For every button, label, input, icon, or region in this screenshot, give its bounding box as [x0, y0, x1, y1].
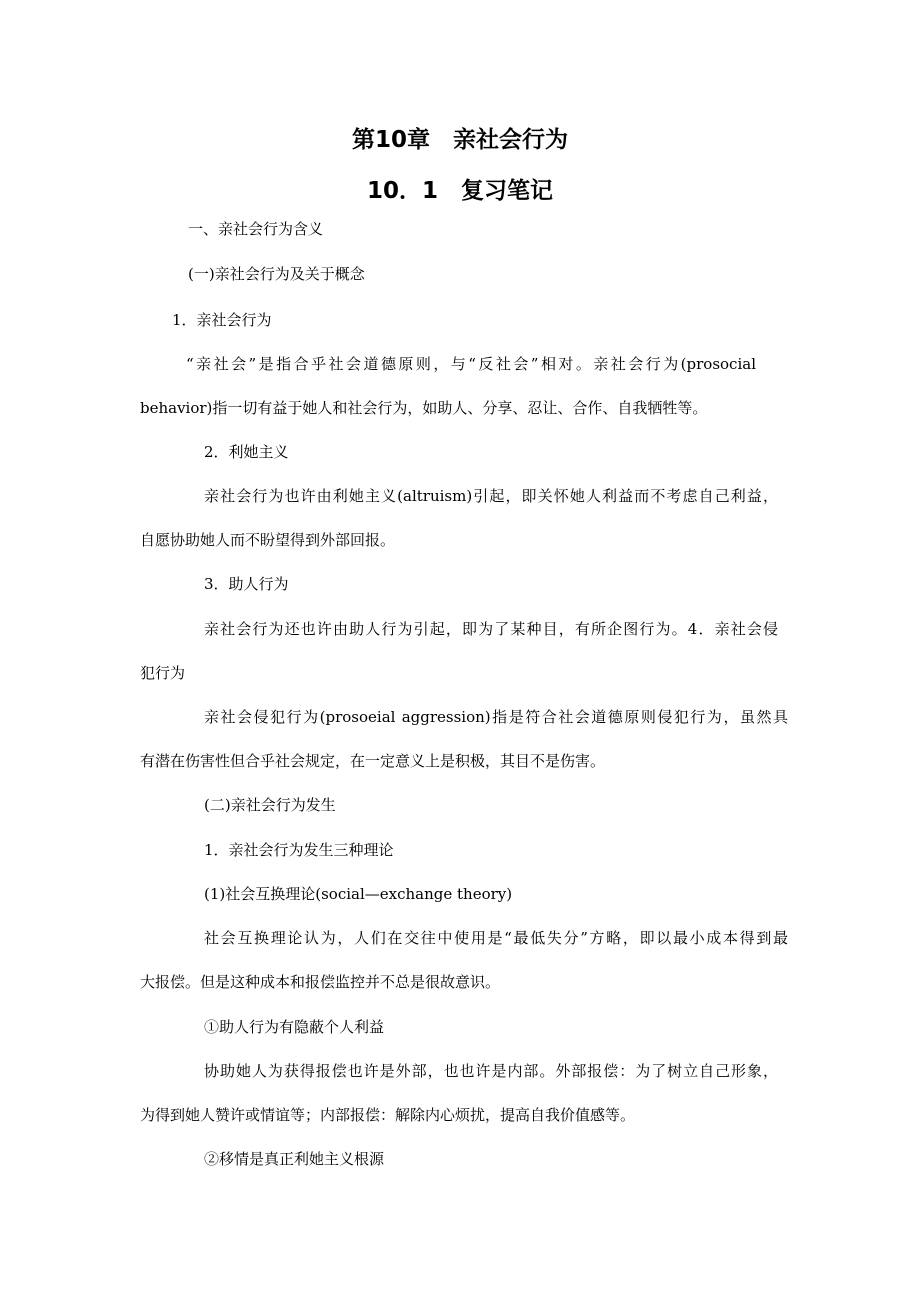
chapter-title: 第10章 亲社会行为: [351, 127, 568, 153]
paragraph-line: “亲社会”是指合乎社会道德原则，与“反社会”相对。亲社会行为(prosocial: [186, 355, 756, 373]
subheading-line: (二)亲社会行为发生: [204, 796, 336, 814]
paragraph-line: 自愿协助她人而不盼望得到外部回报。: [140, 531, 396, 549]
heading-line: 一、亲社会行为含义: [188, 220, 324, 238]
paragraph-line: 犯行为: [140, 664, 186, 682]
paragraph-line: 协助她人为获得报偿也许是外部，也也许是内部。外部报偿：为了树立自己形象，: [204, 1062, 778, 1080]
item-heading-line: 1．亲社会行为: [172, 311, 272, 329]
item-heading-line: (1)社会互换理论(social—exchange theory): [204, 885, 513, 903]
item-heading-line: ①助人行为有隐蔽个人利益: [204, 1018, 385, 1036]
item-heading-line: 3．助人行为: [204, 575, 289, 593]
item-heading-line: 2．利她主义: [204, 443, 289, 461]
item-heading-line: 1．亲社会行为发生三种理论: [204, 841, 394, 859]
paragraph-line: 亲社会行为还也许由助人行为引起，即为了某种目，有所企图行为。4．亲社会侵: [204, 620, 778, 638]
paragraph-line: 社会互换理论认为，人们在交往中使用是“最低失分”方略，即以最小成本得到最: [204, 929, 788, 947]
subheading-line: (一)亲社会行为及关于概念: [188, 265, 365, 283]
paragraph-line: 大报偿。但是这种成本和报偿监控并不总是很故意识。: [140, 973, 501, 991]
item-heading-line: ②移情是真正利她主义根源: [204, 1150, 385, 1168]
paragraph-line: 有潜在伤害性但合乎社会规定，在一定意义上是积极，其目不是伤害。: [140, 752, 606, 770]
paragraph-line: behavior)指一切有益于她人和社会行为，如助人、分享、忍让、合作、自我牺牲等。: [140, 399, 708, 417]
paragraph-line: 亲社会侵犯行为(prosoeial aggression)指是符合社会道德原则侵犯行为，虽然具: [204, 708, 788, 726]
paragraph-line: 为得到她人赞许或情谊等；内部报偿：解除内心烦扰，提高自我价值感等。: [140, 1106, 636, 1124]
section-title: 10．1 复习笔记: [366, 178, 553, 204]
paragraph-line: 亲社会行为也许由利她主义(altruism)引起，即关怀她人利益而不考虑自己利益，: [204, 487, 778, 505]
